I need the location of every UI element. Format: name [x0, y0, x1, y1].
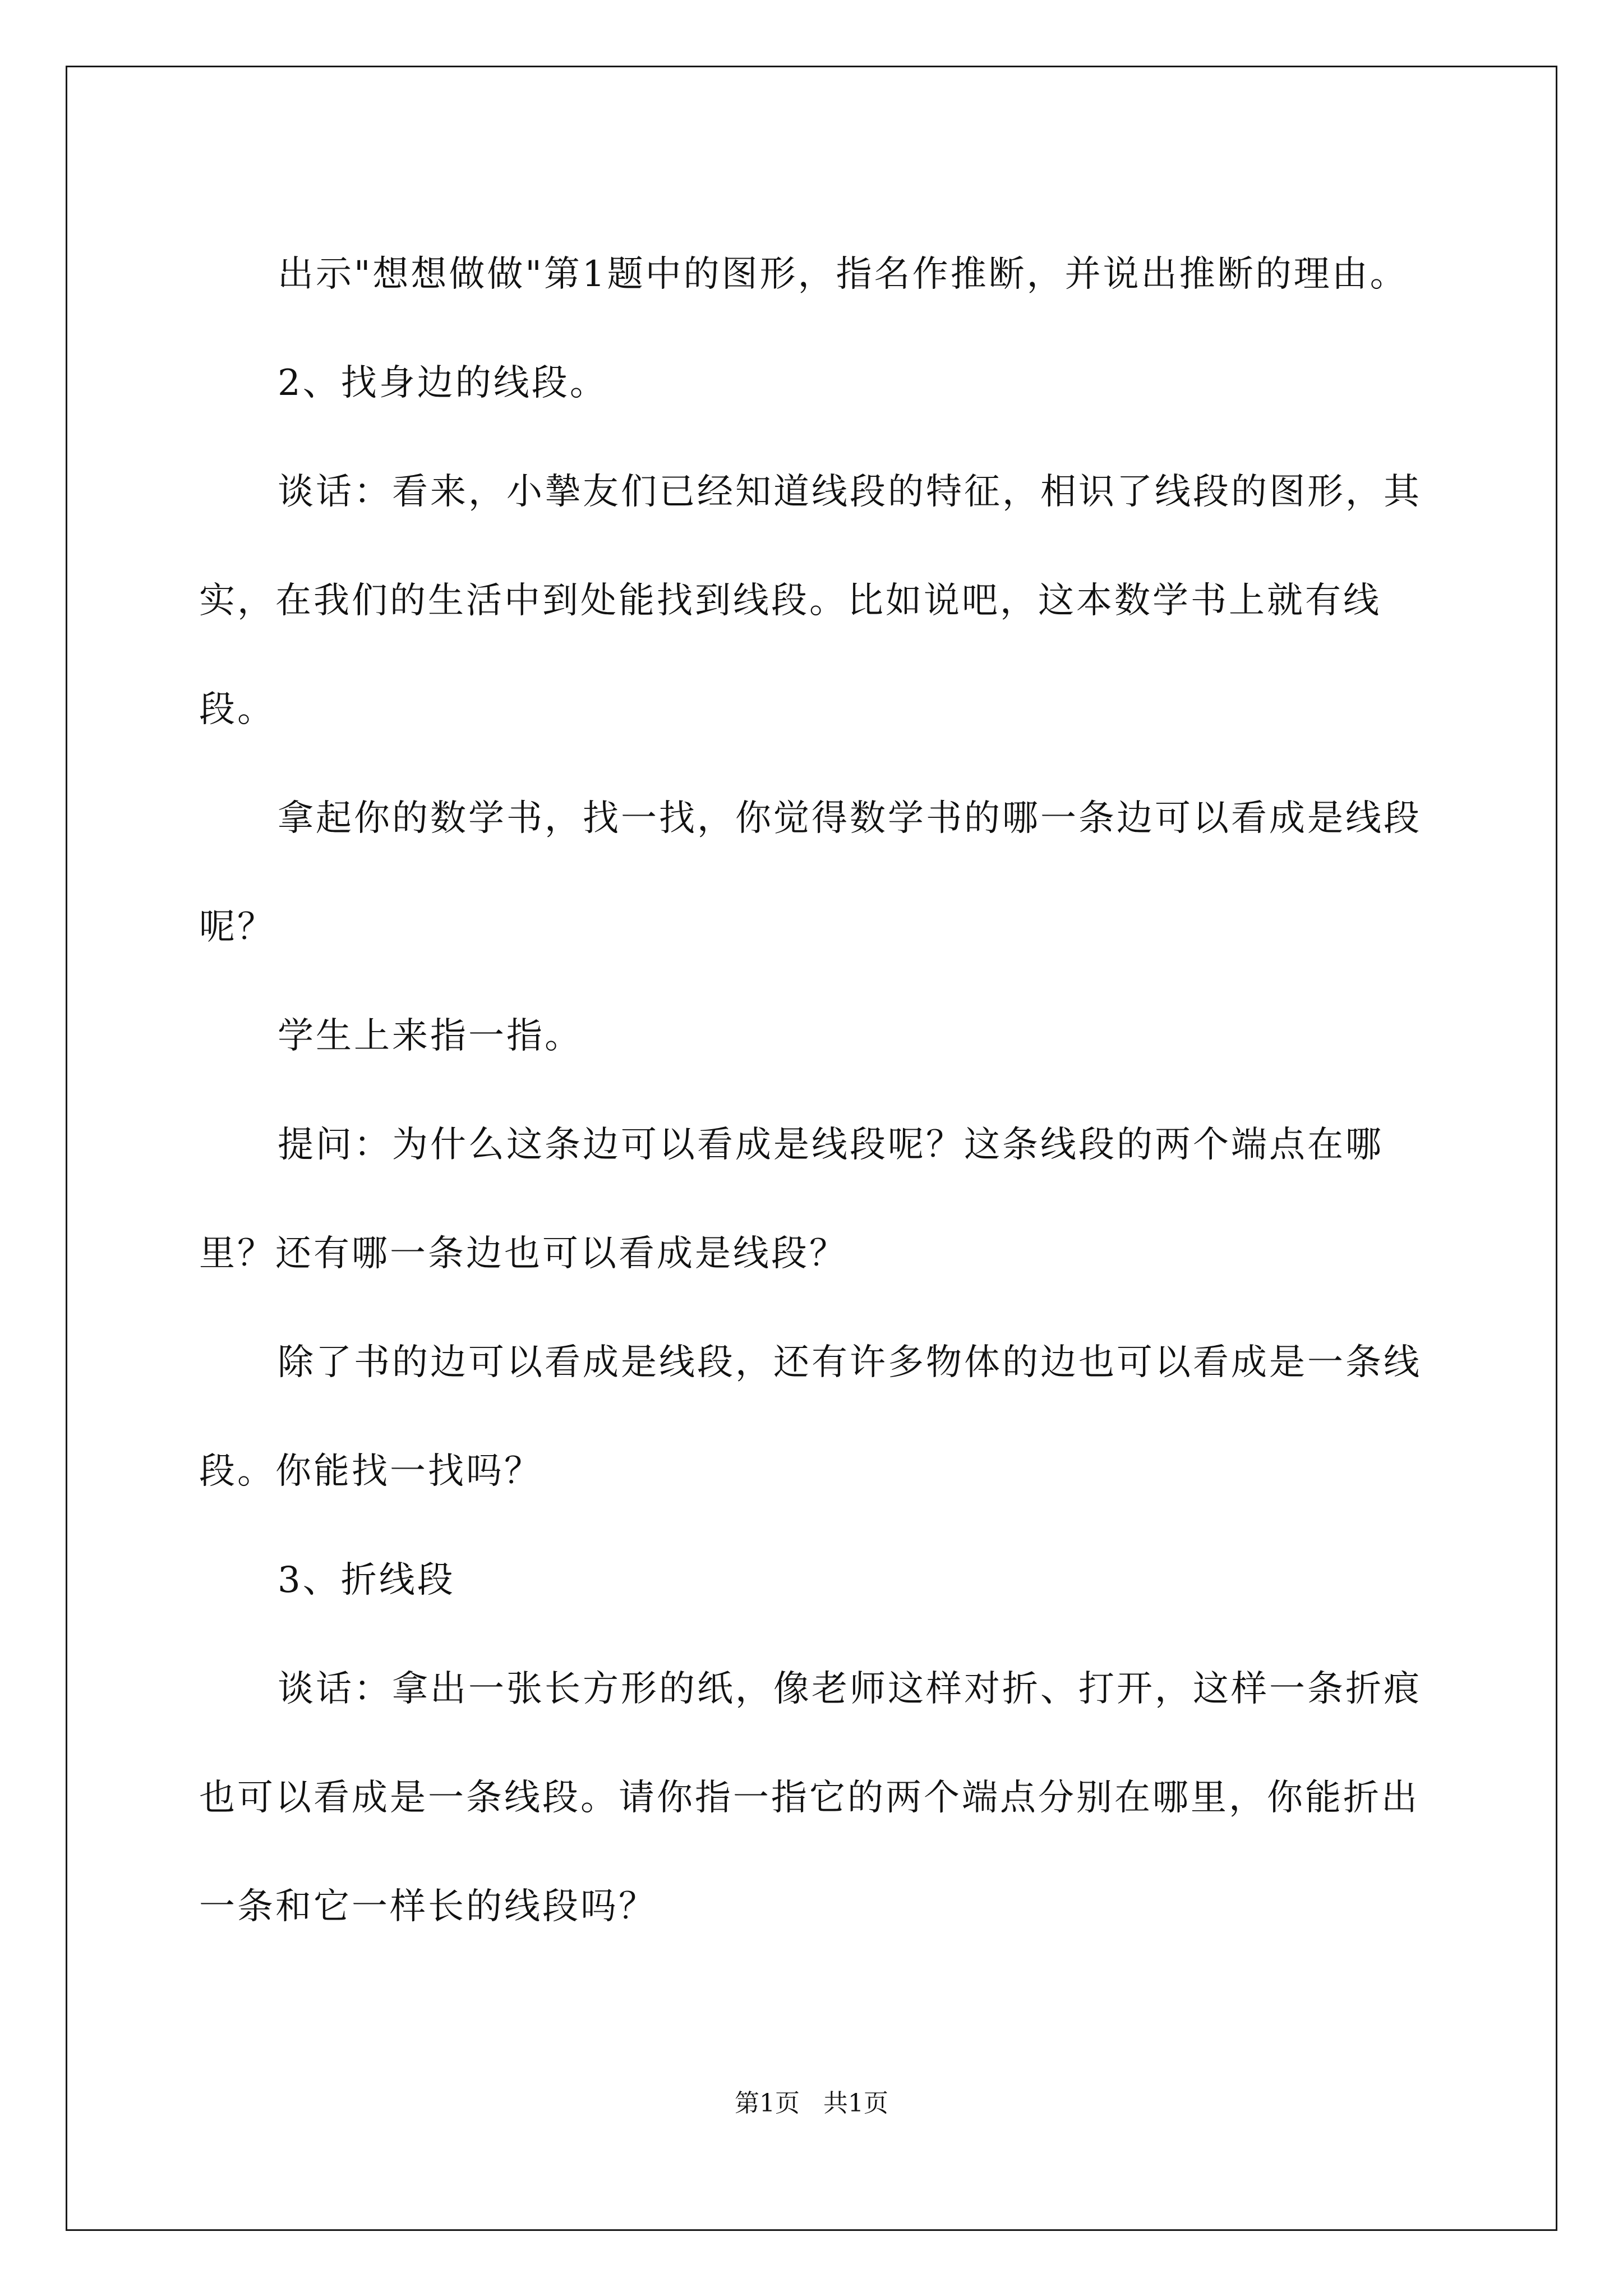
paragraph: 学生上来指一指。	[278, 1015, 583, 1057]
page-number: 第1页	[735, 2089, 800, 2118]
paragraph: 谈话：拿出一张长方形的纸，像老师这样对折、打开，这样一条折痕也可以看成是一条线段。请你指一指它的两个端点分别在哪里，你能折出一条和它一样长的线段吗？	[199, 1668, 1422, 1927]
page-footer	[0, 2087, 1623, 2120]
paragraph: 拿起你的数学书，找一找，你觉得数学书的哪一条边可以看成是线段呢？	[199, 798, 1422, 948]
section-heading: 2、找身边的线段。	[278, 362, 608, 404]
paragraph: 谈话：看来，小摯友们已经知道线段的特征，相识了线段的图形，其实，在我们的生活中到处能找到线段。比如说吧，这本数学书上就有线段。	[199, 471, 1422, 730]
document-body	[199, 220, 1436, 1961]
section-heading: 3、折线段	[278, 1559, 455, 1601]
page-total: 共1页	[823, 2089, 888, 2118]
paragraph: 除了书的边可以看成是线段，还有许多物体的边也可以看成是一条线段。你能找一找吗？	[199, 1342, 1422, 1492]
paragraph: 提问：为什么这条边可以看成是线段呢？这条线段的两个端点在哪里？还有哪一条边也可以看成是线段？	[199, 1124, 1384, 1274]
paragraph: 出示"想想做做"第1题中的图形，指名作推断，并说出推断的理由。	[278, 254, 1408, 295]
